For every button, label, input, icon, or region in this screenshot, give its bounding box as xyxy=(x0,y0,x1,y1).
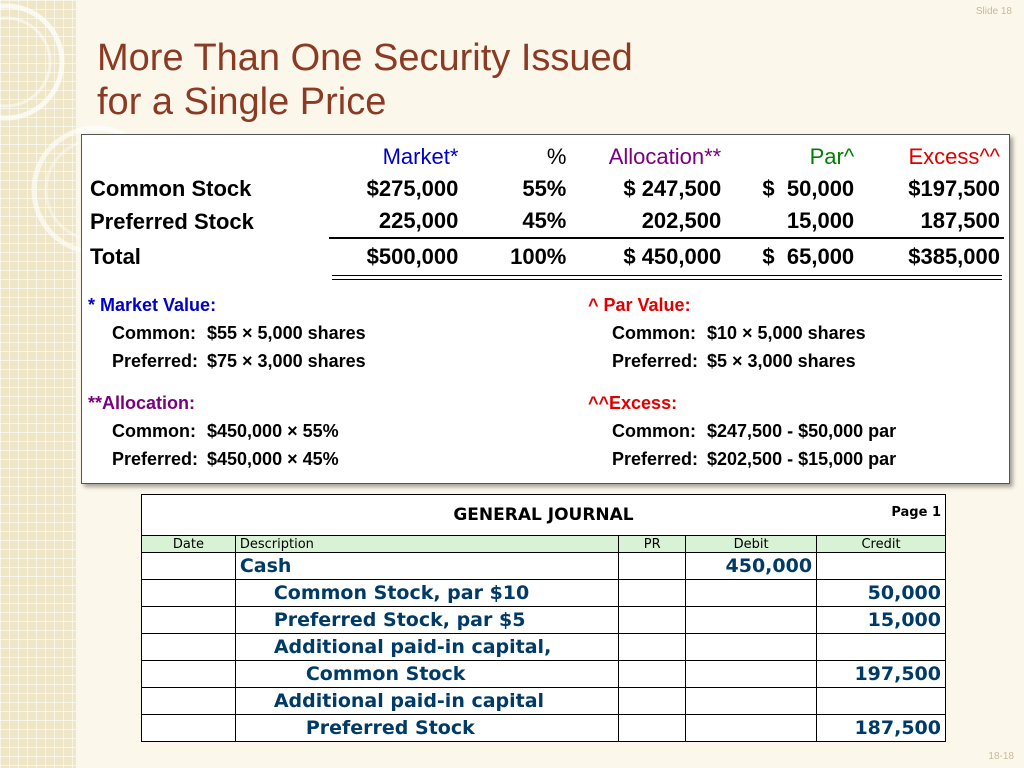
cell-credit xyxy=(817,553,946,580)
note-excess-heading: ^^Excess: xyxy=(588,393,678,413)
cell-excess: $385,000 xyxy=(858,238,1004,275)
cell-credit: 50,000 xyxy=(817,580,946,607)
note-value: $202,500 - $15,000 par xyxy=(707,449,897,469)
col-date: Date xyxy=(142,536,236,553)
cell-debit xyxy=(686,715,817,742)
note-excess-preferred xyxy=(588,445,896,473)
cell-par: 15,000 xyxy=(786,208,855,233)
cell-excess: 187,500 xyxy=(920,208,1000,233)
col-credit: Credit xyxy=(817,536,946,553)
journal-row xyxy=(142,607,946,634)
cell-date xyxy=(142,661,236,688)
journal-row xyxy=(142,661,946,688)
journal-row xyxy=(142,580,946,607)
allocation-row-total xyxy=(86,238,1004,275)
cell-date xyxy=(142,688,236,715)
note-value: $5 × 3,000 shares xyxy=(707,351,856,371)
cell-date xyxy=(142,715,236,742)
cell-pr xyxy=(619,688,686,715)
total-double-underline xyxy=(332,275,1002,280)
slide-label: Slide 18 xyxy=(975,6,1012,17)
general-journal xyxy=(141,494,946,742)
cell-percent: 45% xyxy=(522,208,567,233)
header-market: Market* xyxy=(382,144,459,169)
cell-debit xyxy=(686,580,817,607)
journal-row xyxy=(142,634,946,661)
cell-description: Common Stock, par $10 xyxy=(235,580,618,607)
note-key: Preferred: xyxy=(612,351,699,371)
cell-credit: 15,000 xyxy=(817,607,946,634)
note-value: $247,500 - $50,000 par xyxy=(707,421,897,441)
cell-date xyxy=(142,580,236,607)
cell-debit xyxy=(686,634,817,661)
cell-percent: 55% xyxy=(522,176,567,201)
cell-description: Cash xyxy=(235,553,618,580)
cell-debit: 450,000 xyxy=(686,553,817,580)
allocation-header-row xyxy=(86,141,1004,173)
note-par-common xyxy=(588,319,896,347)
note-key: Common: xyxy=(612,323,696,343)
cell-date xyxy=(142,634,236,661)
title-line-2: for a Single Price xyxy=(97,81,387,123)
cell-description: Additional paid-in capital xyxy=(235,688,618,715)
notes-right xyxy=(588,291,896,473)
journal-title-cell xyxy=(142,495,946,536)
journal-header-row xyxy=(142,536,946,553)
cell-credit: 197,500 xyxy=(817,661,946,688)
note-market-common xyxy=(88,319,366,347)
cell-pr xyxy=(619,661,686,688)
header-label xyxy=(86,141,329,173)
cell-allocation: $ 247,500 xyxy=(623,176,722,201)
cell-description: Common Stock xyxy=(235,661,618,688)
cell-allocation: 202,500 xyxy=(641,208,722,233)
row-label: Common Stock xyxy=(90,176,252,201)
note-value: $450,000 × 45% xyxy=(207,449,339,469)
page-title xyxy=(97,36,633,124)
cell-pr xyxy=(619,607,686,634)
cell-credit: 187,500 xyxy=(817,715,946,742)
cell-par: $ 65,000 xyxy=(725,238,858,275)
journal-row xyxy=(142,715,946,742)
note-key: Preferred: xyxy=(112,449,199,469)
note-value: $450,000 × 55% xyxy=(207,421,339,441)
journal-row xyxy=(142,553,946,580)
col-description: Description xyxy=(235,536,618,553)
note-key: Common: xyxy=(112,421,196,441)
cell-market: $275,000 xyxy=(366,176,459,201)
allocation-row-preferred xyxy=(86,205,1004,238)
cell-date xyxy=(142,553,236,580)
cell-description: Preferred Stock, par $5 xyxy=(235,607,618,634)
row-label: Total xyxy=(90,243,141,269)
allocation-panel xyxy=(81,134,1010,484)
cell-debit xyxy=(686,607,817,634)
allocation-row-common xyxy=(86,173,1004,205)
cell-market: $500,000 xyxy=(329,238,462,275)
cell-credit xyxy=(817,634,946,661)
journal-row xyxy=(142,688,946,715)
header-par: Par^ xyxy=(809,144,855,169)
header-allocation: Allocation** xyxy=(608,144,722,169)
cell-percent: 100% xyxy=(462,238,570,275)
note-key: Preferred: xyxy=(112,351,199,371)
cell-debit xyxy=(686,661,817,688)
cell-market: 225,000 xyxy=(378,208,459,233)
cell-description: Preferred Stock xyxy=(235,715,618,742)
cell-par: $ 50,000 xyxy=(762,176,855,201)
note-key: Common: xyxy=(112,323,196,343)
cell-credit xyxy=(817,688,946,715)
cell-excess: $197,500 xyxy=(908,176,1000,201)
note-par-heading: ^ Par Value: xyxy=(588,295,691,315)
col-pr: PR xyxy=(619,536,686,553)
note-value: $10 × 5,000 shares xyxy=(707,323,866,343)
cell-allocation: $ 450,000 xyxy=(570,238,725,275)
note-market-heading: * Market Value: xyxy=(88,295,217,315)
title-line-1: More Than One Security Issued xyxy=(97,37,633,79)
note-allocation-heading: **Allocation: xyxy=(88,393,196,413)
cell-description: Additional paid-in capital, xyxy=(235,634,618,661)
journal-title: GENERAL JOURNAL xyxy=(453,505,634,525)
note-key: Preferred: xyxy=(612,449,699,469)
cell-date xyxy=(142,607,236,634)
notes-left xyxy=(88,291,366,473)
row-label: Preferred Stock xyxy=(90,208,254,234)
note-value: $55 × 5,000 shares xyxy=(207,323,366,343)
cell-pr xyxy=(619,715,686,742)
cell-debit xyxy=(686,688,817,715)
note-allocation-preferred xyxy=(88,445,366,473)
note-excess-common xyxy=(588,417,896,445)
journal-page: Page 1 xyxy=(891,505,941,520)
header-percent: % xyxy=(546,144,567,169)
allocation-table xyxy=(86,141,1004,275)
cell-pr xyxy=(619,553,686,580)
slide-number: 18-18 xyxy=(988,751,1014,762)
note-value: $75 × 3,000 shares xyxy=(207,351,366,371)
col-debit: Debit xyxy=(686,536,817,553)
note-allocation-common xyxy=(88,417,366,445)
cell-pr xyxy=(619,634,686,661)
note-par-preferred xyxy=(588,347,896,375)
note-key: Common: xyxy=(612,421,696,441)
cell-pr xyxy=(619,580,686,607)
header-excess: Excess^^ xyxy=(908,144,1000,169)
note-market-preferred xyxy=(88,347,366,375)
